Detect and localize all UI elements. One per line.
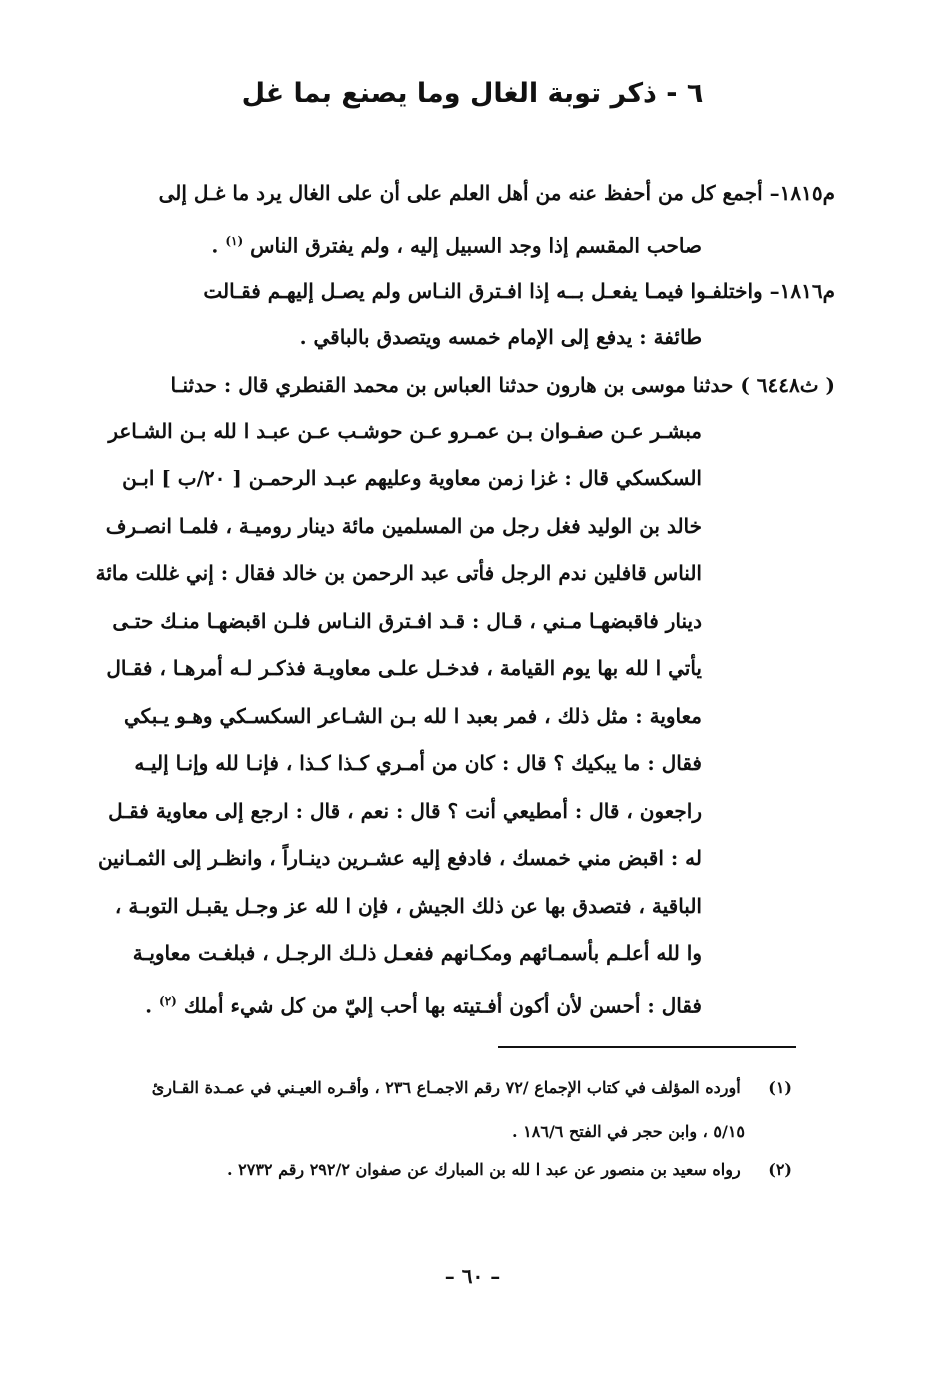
footnote-text: أورده المؤلف في كتاب الإجماع /٧٢ رقم الاجمـاع ٢٣٦ ، وأقـره العيـني في عمـدة القـارئ	[151, 1078, 741, 1097]
hadith-line-12: الباقية ، فتصدق بها عن ذلك الجيش ، فإن ا لله عز وجـل يقبـل التوبـة ،	[114, 894, 702, 918]
entry-label: م١٨١٥–	[769, 181, 835, 205]
footnote-ref: (١)	[225, 234, 244, 248]
hadith-line-1	[171, 370, 835, 400]
hadith-line-6: دينار فاقبضهـا مـني ، قـال : قـد افـترق النـاس فلـن اقبضهـا منـك حتـى	[112, 609, 702, 633]
footnote-ref: (٢)	[159, 994, 177, 1008]
hadith-line-7: يأتي ا لله بها يوم القيامة ، فدخـل علـى معاويـة فذكـر لـه أمرهـا ، فقـال	[106, 656, 702, 680]
entry-text: واختلفـوا فيمـا يفعـل بــه إذا افـترق النـاس ولم يصـل إليهـم فقـالت	[203, 279, 763, 303]
page-number: – ٦٠ –	[444, 1264, 501, 1288]
entry-tail: .	[145, 993, 160, 1018]
entry-tail: .	[211, 233, 226, 258]
footnote-1-line-1	[152, 1076, 792, 1100]
hadith-line-8: معاوية : مثل ذلك ، فمر بعبد ا لله بـن الشـاعر السكسـكي وهـو يـبكي	[124, 704, 702, 728]
hadith-line-9: فقال : ما يبكيك ؟ قال : كان من أمـري كـذا كـذا ، فإنـا لله وإنـا إليـه	[134, 751, 702, 775]
hadith-line-5: الناس قافلين ندم الرجل فأتى عبد الرحمن بن خالد فقال : إني غللت مائة	[95, 561, 702, 585]
hadith-line-4: خالد بن الوليد فغل رجل من المسلمين مائة دينار روميـة ، فلمـا انصـرف	[105, 514, 702, 538]
entry-text: فقال : أحسن لأن أكون أفـتيته بها أحب إليّ من كل شيء أملك	[183, 993, 702, 1018]
hadith-line-2: مبشـر عـن صفـوان بـن عمـرو عـن حوشـب عـن عبـد ا لله بـن الشـاعر	[108, 419, 702, 443]
hadith-line-11: له : اقبض مني خمسك ، فادفع إليه عشـرين دينـاراً ، وانظـر إلى الثمـانين	[97, 846, 702, 870]
footnote-number: (١)	[768, 1078, 792, 1097]
section-heading: ٦ - ذكر توبة الغال وما يصنع بما غل	[241, 78, 704, 109]
entry-text: صاحب المقسم إذا وجد السبيل إليه ، ولم يفترق الناس	[250, 233, 702, 258]
entry-1815-line-1	[159, 178, 835, 208]
footnote-2-line-1	[227, 1158, 792, 1182]
entry-1816-line-1	[203, 276, 835, 306]
hadith-line-13: وا لله أعلـم بأسمـائهم ومكـانهم ففعـل ذلـك الرجـل ، فبلغـت معاويـة	[132, 941, 702, 965]
footnote-1-line-2: ٥/١٥ ، وابن حجر في الفتح ١٨٦/٦ .	[512, 1122, 745, 1141]
entry-text: أجمع كل من أحفظ عنه من أهل العلم على أن على الغال يرد ما غـل إلى	[158, 181, 763, 205]
footnote-divider	[498, 1046, 796, 1048]
entry-text: حدثنا موسى بن هارون حدثنا العباس بن محمد القنطري قال : حدثنـا	[170, 373, 734, 397]
entry-1815-line-2	[211, 226, 702, 261]
entry-text: طائفة : يدفع إلى الإمام خمسه ويتصدق بالباقي .	[299, 325, 702, 349]
hadith-line-3: السكسكي قال : غزا زمن معاوية وعليهم عبـد الرحمـن [ ٢٠/ب ] ابـن	[122, 466, 702, 490]
hadith-line-10: راجعون ، قال : أمطيعي أنت ؟ قال : نعم ، قال : ارجع إلى معاوية فقـل	[108, 799, 702, 823]
entry-label: م١٨١٦–	[769, 279, 835, 303]
entry-1816-line-2	[300, 322, 702, 352]
footnote-number: (٢)	[768, 1160, 792, 1179]
footnote-text: رواه سعيد بن منصور عن عبد ا لله بن المبارك عن صفوان ٢٩٢/٢ رقم ٢٧٣٢ .	[227, 1160, 741, 1179]
entry-label: ( ث٦٤٤٨ )	[740, 373, 835, 397]
hadith-line-14	[145, 986, 702, 1021]
